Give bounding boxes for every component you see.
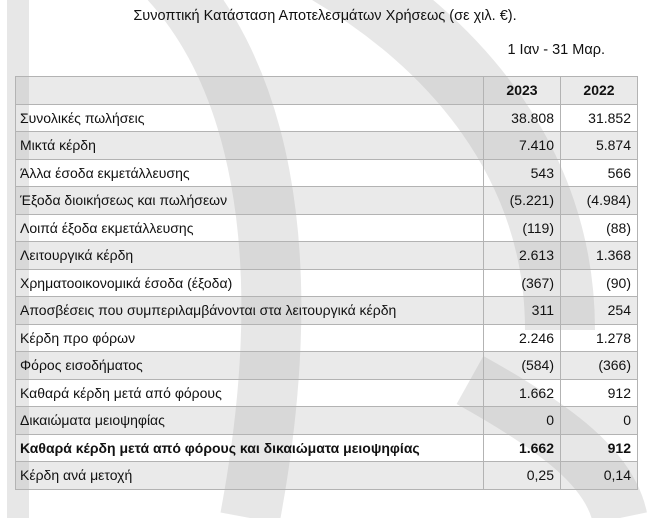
table-header-row <box>16 77 638 105</box>
value-2023: (119) <box>484 214 561 242</box>
table-row <box>16 132 638 160</box>
table-row <box>16 462 638 490</box>
row-label: Δικαιώματα μειοψηφίας <box>16 407 484 435</box>
value-2022: 0,14 <box>561 462 638 490</box>
value-2023: (584) <box>484 352 561 380</box>
table-row <box>16 159 638 187</box>
row-label: Λειτουργικά κέρδη <box>16 242 484 270</box>
value-2023: 311 <box>484 297 561 325</box>
value-2023: 0,25 <box>484 462 561 490</box>
header-year-2022: 2022 <box>561 77 638 105</box>
row-label: Καθαρά κέρδη μετά από φόρους και δικαιώματα μειοψηφίας <box>16 434 484 462</box>
value-2023: 2.613 <box>484 242 561 270</box>
value-2022: 566 <box>561 159 638 187</box>
row-label: Καθαρά κέρδη μετά από φόρους <box>16 379 484 407</box>
value-2023: 1.662 <box>484 434 561 462</box>
value-2023: (367) <box>484 269 561 297</box>
row-label: Λοιπά έξοδα εκμετάλλευσης <box>16 214 484 242</box>
table-row <box>16 104 638 132</box>
table-row <box>16 242 638 270</box>
table-row <box>16 324 638 352</box>
value-2022: (366) <box>561 352 638 380</box>
table-row <box>16 214 638 242</box>
report-title: Συνοπτική Κατάσταση Αποτελεσμάτων Χρήσεως (σε χιλ. €). <box>133 8 517 24</box>
table-row <box>16 434 638 462</box>
table-row <box>16 269 638 297</box>
value-2023: 543 <box>484 159 561 187</box>
header-year-2023: 2023 <box>484 77 561 105</box>
row-label: Χρηματοοικονομικά έσοδα (έξοδα) <box>16 269 484 297</box>
value-2023: 7.410 <box>484 132 561 160</box>
value-2022: 1.368 <box>561 242 638 270</box>
row-label: Κέρδη προ φόρων <box>16 324 484 352</box>
table-row <box>16 379 638 407</box>
value-2022: 1.278 <box>561 324 638 352</box>
row-label: Κέρδη ανά μετοχή <box>16 462 484 490</box>
value-2022: 0 <box>561 407 638 435</box>
value-2022: 912 <box>561 434 638 462</box>
row-label: Φόρος εισοδήματος <box>16 352 484 380</box>
value-2022: 31.852 <box>561 104 638 132</box>
income-statement-table <box>15 76 638 490</box>
table-row <box>16 352 638 380</box>
value-2022: 254 <box>561 297 638 325</box>
table-body <box>16 104 638 489</box>
value-2022: (88) <box>561 214 638 242</box>
value-2022: 5.874 <box>561 132 638 160</box>
row-label: Άλλα έσοδα εκμετάλλευσης <box>16 159 484 187</box>
value-2022: 912 <box>561 379 638 407</box>
value-2022: (4.984) <box>561 187 638 215</box>
value-2023: 2.246 <box>484 324 561 352</box>
row-label: Μικτά κέρδη <box>16 132 484 160</box>
table-row <box>16 187 638 215</box>
period-label: 1 Ιαν - 31 Μαρ. <box>507 42 605 58</box>
value-2023: 1.662 <box>484 379 561 407</box>
value-2023: (5.221) <box>484 187 561 215</box>
value-2022: (90) <box>561 269 638 297</box>
row-label: Αποσβέσεις που συμπεριλαμβάνονται στα λειτουργικά κέρδη <box>16 297 484 325</box>
value-2023: 38.808 <box>484 104 561 132</box>
value-2023: 0 <box>484 407 561 435</box>
row-label: Συνολικές πωλήσεις <box>16 104 484 132</box>
header-label-cell <box>16 77 484 105</box>
table-row <box>16 407 638 435</box>
row-label: Έξοδα διοικήσεως και πωλήσεων <box>16 187 484 215</box>
table-row <box>16 297 638 325</box>
